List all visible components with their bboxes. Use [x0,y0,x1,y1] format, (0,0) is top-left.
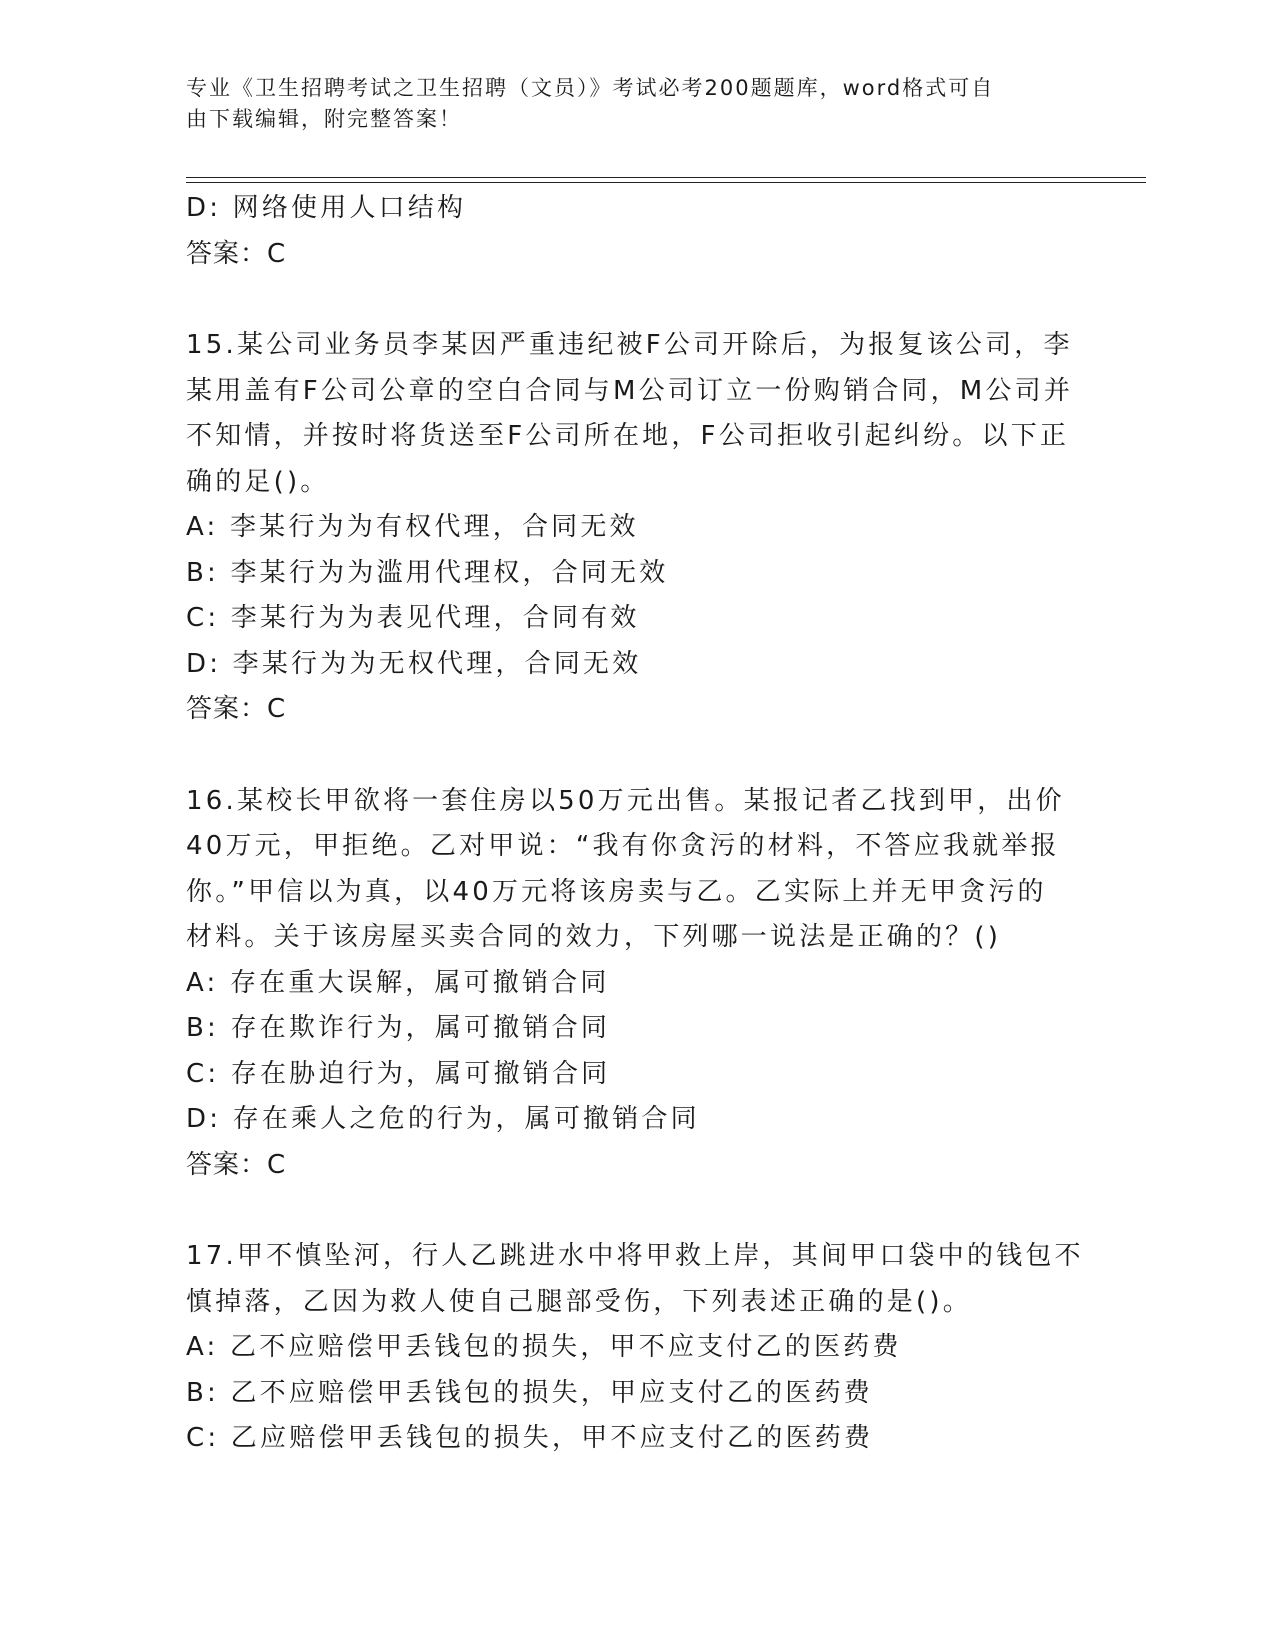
answer-line: 答案：C [186,238,287,269]
answer-line: 答案：C [186,694,287,724]
question-text-line: 材料。关于该房屋买卖合同的效力，下列哪一说法是正确的？() [186,922,1002,952]
option-d: D: 存在乘人之危的行为，属可撤销合同 [186,1104,700,1134]
question-text-line: 你。”甲信以为真，以40万元将该房卖与乙。乙实际上并无甲贪污的 [186,876,1047,907]
option-b: B: 乙不应赔偿甲丢钱包的损失，甲应支付乙的医药费 [186,1377,873,1408]
question-15 [186,323,1086,733]
question-text-line: 15.某公司业务员李某因严重违纪被F公司开除后，为报复该公司，李 [186,330,1073,360]
question-17 [186,1234,1086,1462]
option-d: D: 网络使用人口结构 [186,193,467,223]
header-line-1: 专业《卫生招聘考试之卫生招聘（文员）》考试必考200题题库，word格式可自 [186,76,995,100]
question-text-line: 慎掉落，乙因为救人使自己腿部受伤，下列表述正确的是()。 [186,1286,972,1317]
question-text-line: 17.甲不慎坠河，行人乙跳进水中将甲救上岸，其间甲口袋中的钱包不 [186,1241,1084,1271]
option-b: B: 李某行为为滥用代理权，合同无效 [186,557,669,588]
option-d: D: 李某行为为无权代理，合同无效 [186,648,642,679]
question-text-line: 某用盖有F公司公章的空白合同与M公司订立一份购销合同，M公司并 [186,375,1074,406]
option-a: A: 存在重大误解，属可撤销合同 [186,967,610,998]
question-text-line: 16.某校长甲欲将一套住房以50万元出售。某报记者乙找到甲，出价 [186,785,1065,816]
option-c: C: 存在胁迫行为，属可撤销合同 [186,1058,611,1089]
document-body [186,186,1086,1462]
question-text-line: 40万元，甲拒绝。乙对甲说：“我有你贪污的材料，不答应我就举报 [186,831,1060,861]
header-divider-top [186,177,1146,178]
document-header [186,73,1086,135]
answer-line: 答案：C [186,1149,287,1180]
option-a: A: 乙不应赔偿甲丢钱包的损失，甲不应支付乙的医药费 [186,1332,902,1362]
option-a: A: 李某行为为有权代理，合同无效 [186,512,639,542]
option-c: C: 李某行为为表见代理，合同有效 [186,603,640,633]
header-line-2: 由下载编辑，附完整答案！ [186,107,462,131]
question-text-line: 确的足()。 [186,466,330,497]
option-c: C: 乙应赔偿甲丢钱包的损失，甲不应支付乙的医药费 [186,1423,874,1453]
question-text-line: 不知情，并按时将货送至F公司所在地，F公司拒收引起纠纷。以下正 [186,421,1070,451]
question-16 [186,779,1086,1189]
option-b: B: 存在欺诈行为，属可撤销合同 [186,1013,611,1043]
header-divider-bottom [186,182,1146,183]
